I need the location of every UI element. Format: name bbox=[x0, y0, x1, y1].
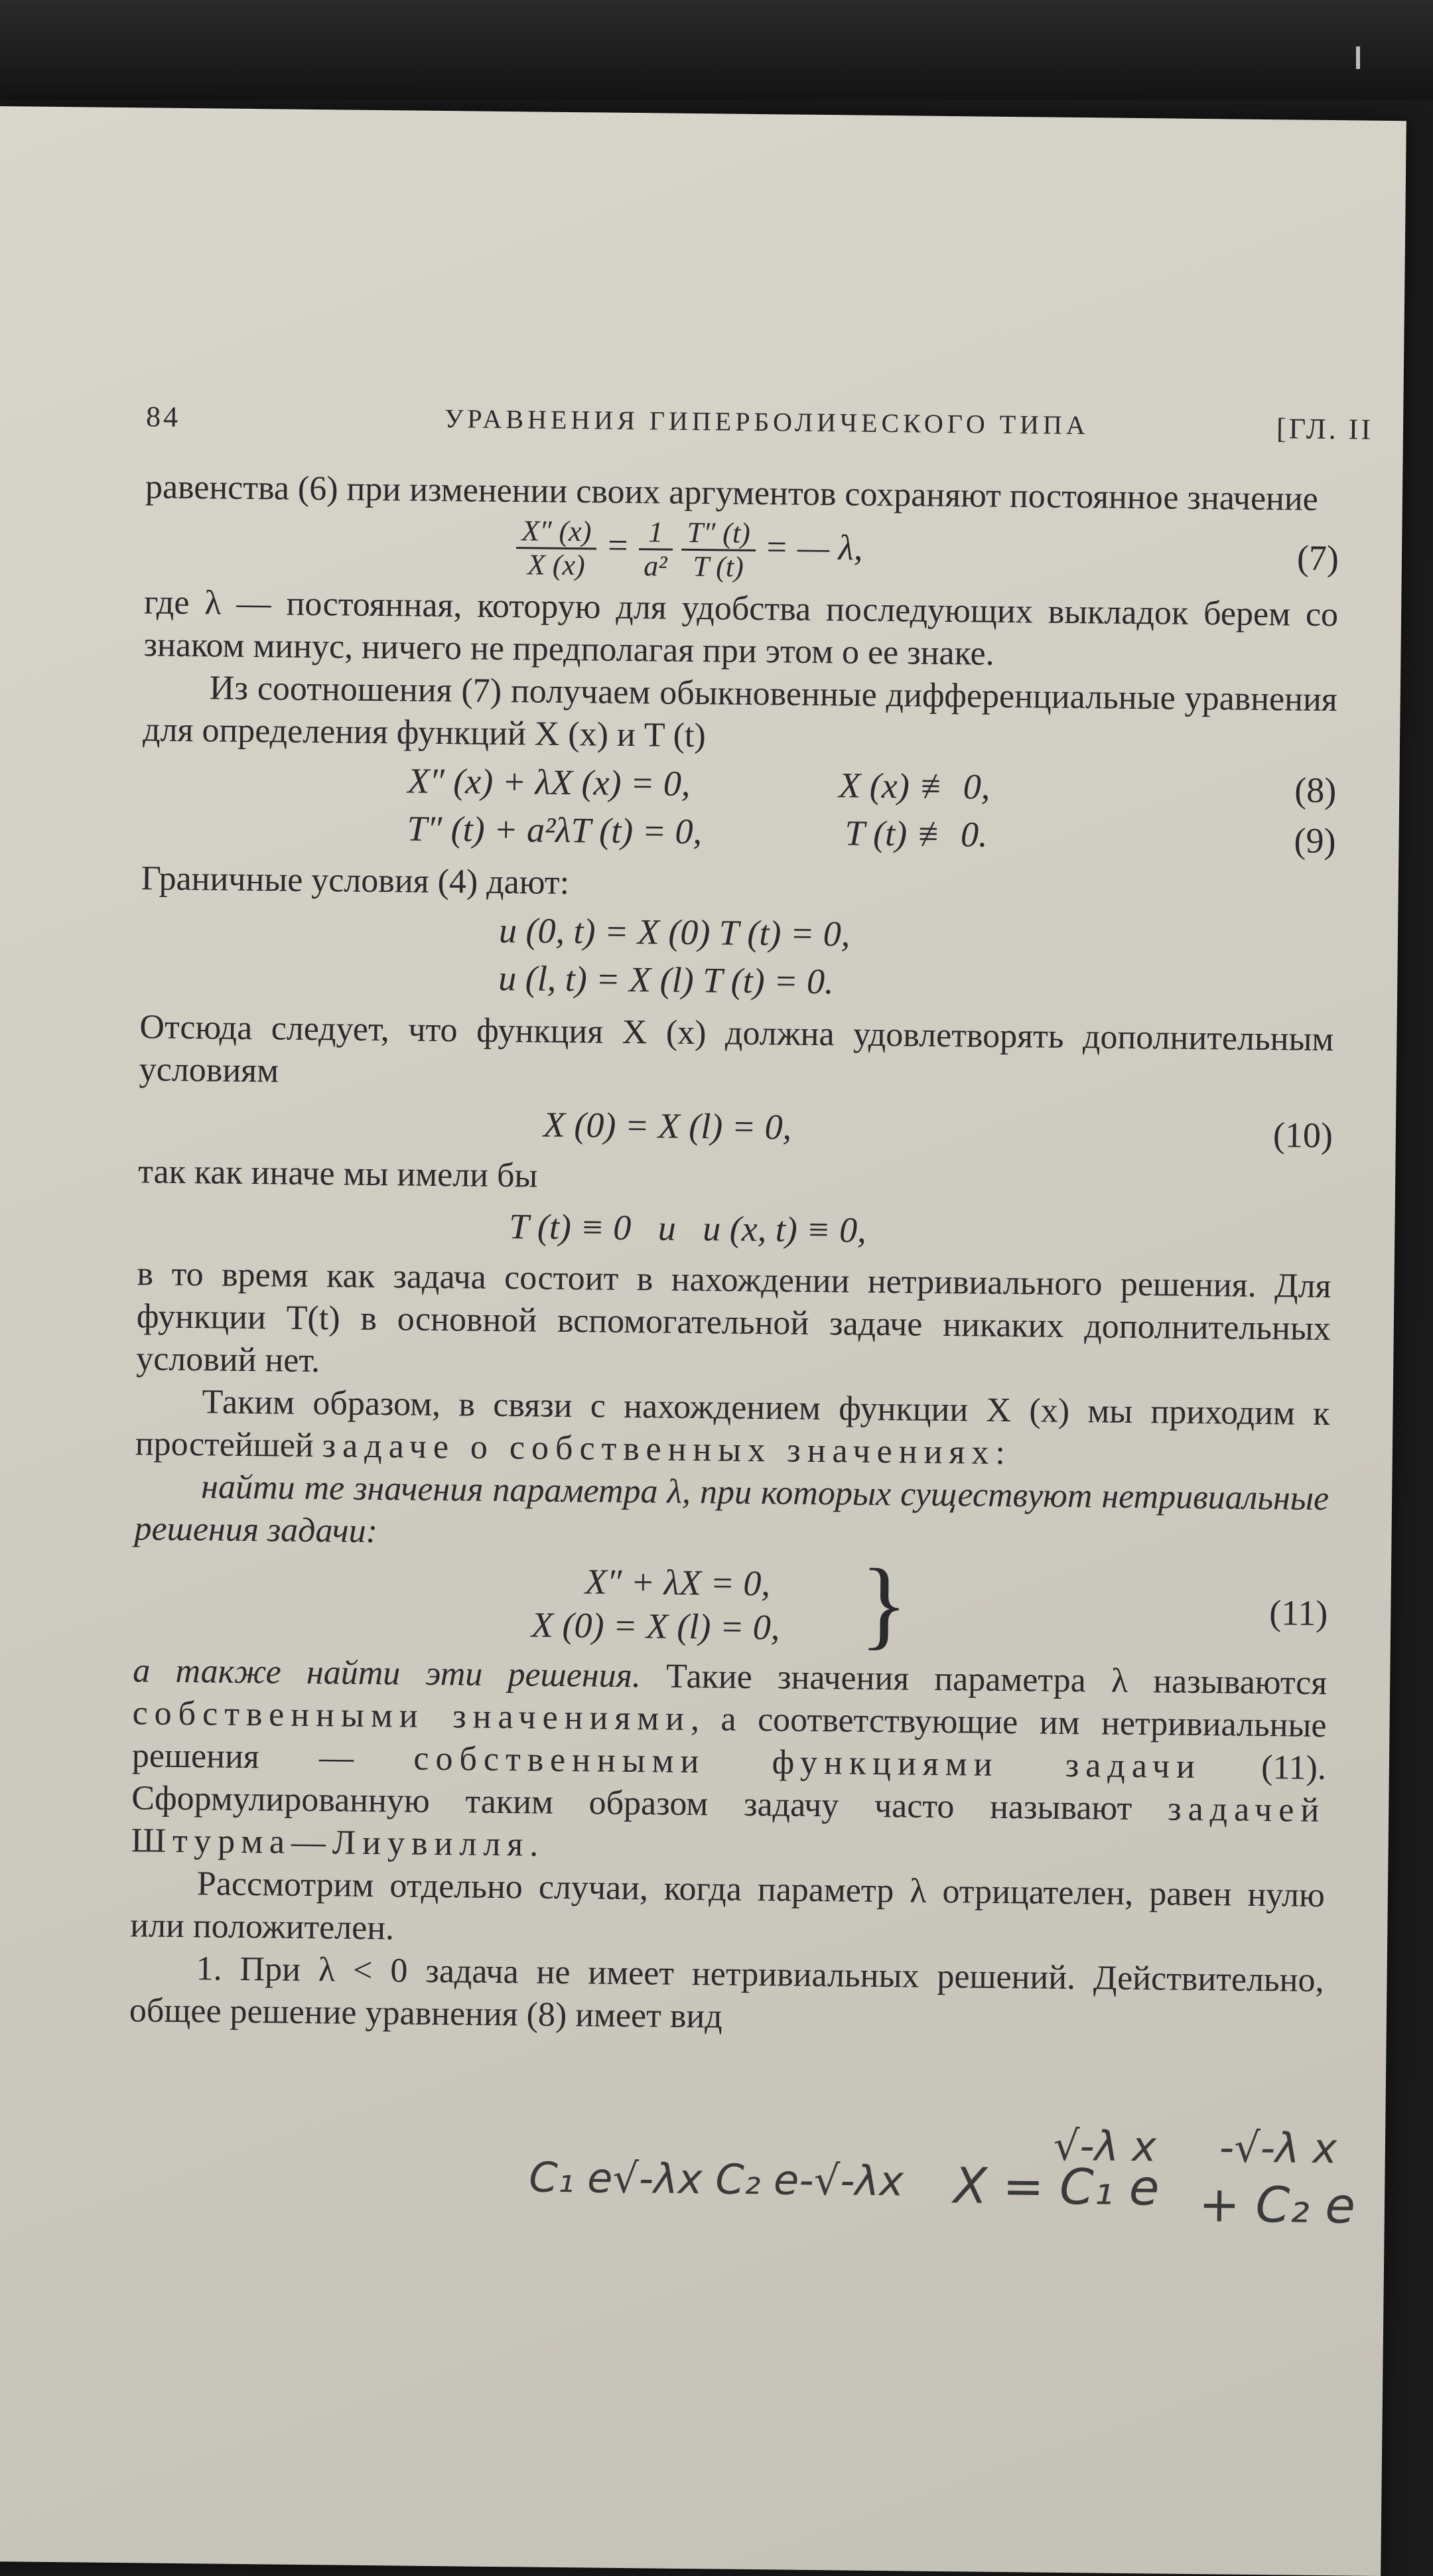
handwriting-exponent-1: √-λ x bbox=[1053, 2121, 1157, 2171]
eq11-line1: X″ + λX = 0, bbox=[584, 1561, 771, 1604]
eq7-rhs-num: T″ (t) bbox=[681, 517, 756, 551]
chapter-title: УРАВНЕНИЯ ГИПЕРБОЛИЧЕСКОГО ТИПА bbox=[444, 403, 1090, 441]
eq11-brace: } bbox=[859, 1548, 909, 1660]
eq7-tail: = — λ, bbox=[764, 526, 863, 568]
book-page bbox=[0, 106, 1406, 2576]
eq7-mid: = bbox=[605, 525, 630, 565]
eq9-number: (9) bbox=[1294, 820, 1336, 861]
paragraph-6: так как иначе мы имели бы bbox=[137, 1153, 538, 1195]
paragraph-12: 1. При λ < 0 задача не имеет нетривиальных решений. Действительно, общее решение уравнения (8) имеет вид bbox=[129, 1950, 1324, 2036]
edge-mark bbox=[1356, 46, 1360, 69]
eq7-coef-den: a² bbox=[644, 549, 667, 583]
equation-trivial: T (t) ≡ 0 и u (x, t) ≡ 0, bbox=[509, 1206, 866, 1250]
eq8-number: (8) bbox=[1294, 770, 1337, 811]
equation-11 bbox=[133, 1550, 1328, 1662]
paragraph-2: где λ — постоянная, которую для удобства последующих выкладок берем со знаком минус, ничего не предполагая при этом о ее знаке. bbox=[143, 583, 1339, 673]
handwriting-general-solution: X = C₁ e bbox=[953, 2157, 1160, 2217]
chapter-ref: [ГЛ. II bbox=[1276, 412, 1374, 446]
paragraph-11: Рассмотрим отдельно случаи, когда параметр λ отрицателен, равен нулю или положителен. bbox=[130, 1865, 1326, 1948]
handwriting-exponent-2: -√-λ x bbox=[1219, 2123, 1337, 2173]
paragraph-1: равенства (6) при изменении своих аргументов сохраняют постоянное значение bbox=[145, 468, 1319, 518]
paragraph-5: Отсюда следует, что функция X (x) должна удовлетворять дополнительным условиям bbox=[139, 1008, 1334, 1090]
eq10-number: (10) bbox=[1272, 1115, 1333, 1156]
eq11-number: (11) bbox=[1269, 1593, 1328, 1634]
paragraph-4: Граничные условия (4) дают: bbox=[141, 859, 570, 902]
boundary-condition-2: u (l, t) = X (l) T (t) = 0. bbox=[498, 958, 834, 1002]
page-body bbox=[129, 466, 1340, 2044]
eq8-main: X″ (x) + λX (x) = 0, bbox=[407, 760, 691, 804]
handwriting-partial-solutions: C₁ e√-λx C₂ e-√-λx bbox=[528, 2153, 904, 2206]
paragraph-3: Из соотношения (7) получаем обыкновенные дифференциальные уравнения для определения функций X (x) и T (t) bbox=[142, 669, 1338, 755]
eq7-lhs-den: X (x) bbox=[527, 548, 585, 582]
eq11-line2: X (0) = X (l) = 0, bbox=[531, 1605, 780, 1648]
eq8-cond: X (x) ≢ 0, bbox=[839, 765, 990, 807]
handwriting-second-term: + C₂ e bbox=[1198, 2176, 1356, 2235]
paragraph-8: Таким образом, в связи с нахождением функции X (x) мы приходим к простейшей задаче о собственных значениях: bbox=[135, 1383, 1330, 1472]
equation-10 bbox=[139, 1091, 1333, 1163]
page-number: 84 bbox=[145, 400, 181, 433]
eq7-number: (7) bbox=[1296, 537, 1339, 579]
paragraph-10: а также найти эти решения. Такие значения параметра λ называются собственными значениями, а соответствующие им нетривиальные решения — собственными функциями задачи (11). Сформулированную таким образом задачу часто называют задачей Штурма—Лиувилля. bbox=[131, 1652, 1328, 1864]
boundary-condition-1: u (0, t) = X (0) T (t) = 0, bbox=[498, 910, 851, 954]
equation-7 bbox=[145, 508, 1339, 594]
eq7-coef-num: 1 bbox=[639, 516, 673, 551]
eq9-main: T″ (t) + a²λT (t) = 0, bbox=[407, 808, 703, 852]
eq7-lhs-num: X″ (x) bbox=[516, 515, 597, 549]
eq7-rhs-den: T (t) bbox=[693, 549, 744, 583]
photo-background-strip bbox=[0, 0, 1433, 100]
paragraph-9: найти те значения параметра λ, при которых существуют нетривиальные решения задачи: bbox=[134, 1468, 1330, 1551]
paragraph-7: в то время как задача состоит в нахождении нетривиального решения. Для функции T(t) в основной вспомогательной задаче никаких дополнительных условий нет. bbox=[135, 1255, 1331, 1380]
eq9-cond: T (t) ≢ 0. bbox=[845, 813, 988, 855]
eq10-main: X (0) = X (l) = 0, bbox=[543, 1104, 792, 1147]
handwritten-annotation bbox=[528, 2116, 1359, 2235]
running-header bbox=[146, 399, 1374, 459]
